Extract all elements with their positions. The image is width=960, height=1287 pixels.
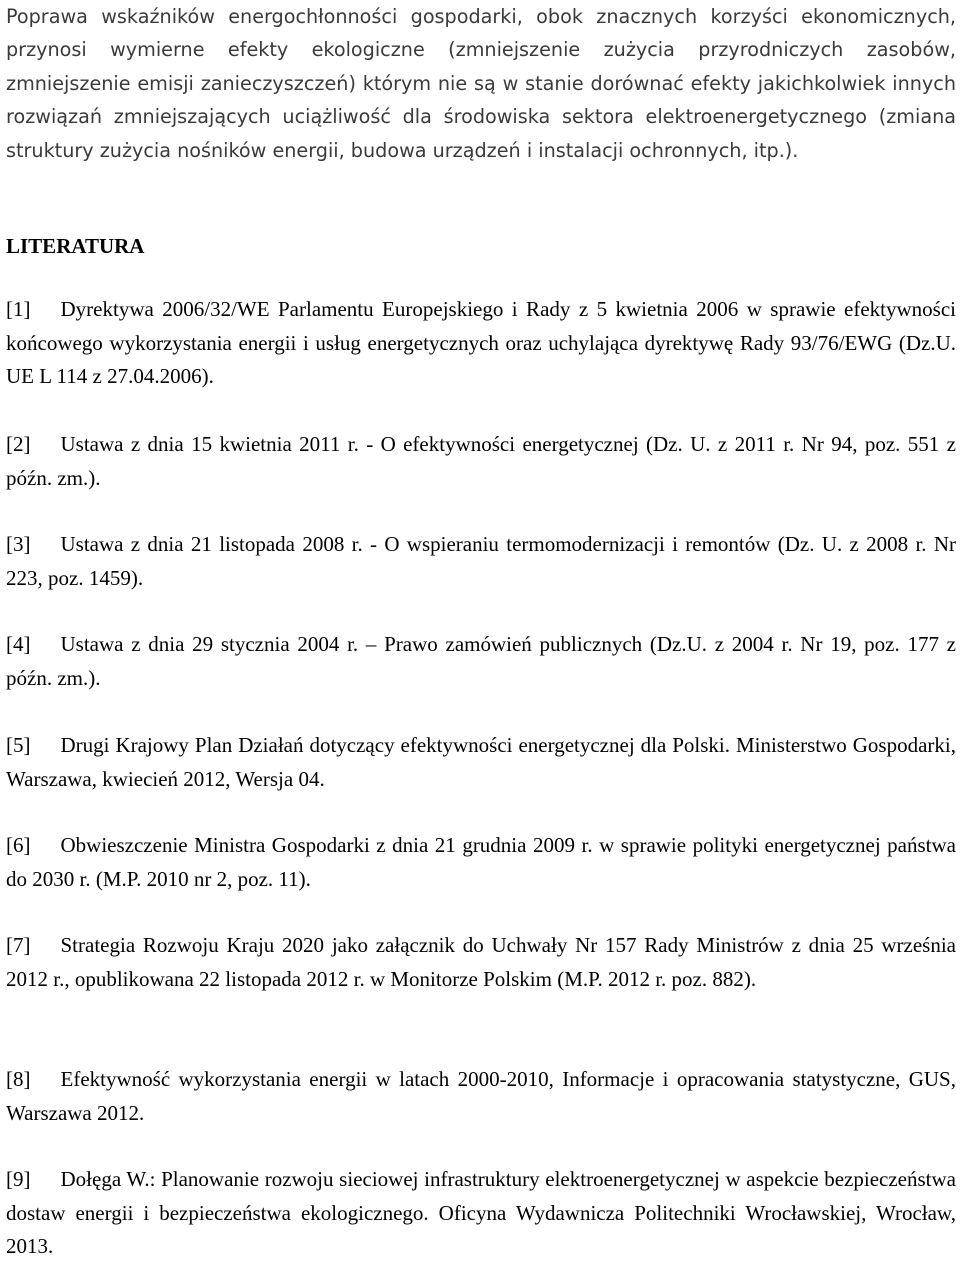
reference-item (6, 729, 956, 796)
reference-item (6, 428, 956, 495)
intro-paragraph: Poprawa wskaźników energochłonności gospodarki, obok znacznych korzyści ekonomicznych, przynosi wymierne efekty ekologiczne (zmniejszenie zużycia przyrodniczych zasobów, zmniejszenie emisji zanieczyszczeń) którym nie są w stanie dorównać efekty jakichkolwiek innych rozwiązań zmniejszających uciążliwość dla środowiska sektora elektroenergetycznego (zmiana struktury zużycia nośników energii, budowa urządzeń i instalacji ochronnych, itp.). (6, 5, 956, 162)
reference-text: Dołęga W.: Planowanie rozwoju sieciowej infrastruktury elektroenergetycznej w aspekcie bezpieczeństwa dostaw energii i bezpieczeństwa ekologicznego. Oficyna Wydawnicza Politechniki Wrocławskiej, Wrocław, 2013. (6, 1167, 956, 1259)
reference-number: [8] (6, 1067, 31, 1091)
reference-item (6, 528, 956, 595)
reference-item (6, 628, 956, 695)
reference-item (6, 929, 956, 996)
reference-text: Ustawa z dnia 29 stycznia 2004 r. – Prawo zamówień publicznych (Dz.U. z 2004 r. Nr 19, poz. 177 z późn. zm.). (6, 632, 956, 690)
references-heading: LITERATURA (6, 234, 145, 258)
reference-text: Strategia Rozwoju Kraju 2020 jako załącznik do Uchwały Nr 157 Rady Ministrów z dnia 25 września 2012 r., opublikowana 22 listopada 2012 r. w Monitorze Polskim (M.P. 2012 r. poz. 882). (6, 933, 956, 991)
reference-text: Drugi Krajowy Plan Działań dotyczący efektywności energetycznej dla Polski. Ministerstwo Gospodarki, Warszawa, kwiecień 2012, Wersja 04. (6, 733, 956, 791)
reference-number: [2] (6, 432, 31, 456)
reference-text: Dyrektywa 2006/32/WE Parlamentu Europejskiego i Rady z 5 kwietnia 2006 w sprawie efektywności końcowego wykorzystania energii i usług energetycznych oraz uchylająca dyrektywę Rady 93/76/EWG (Dz.U. UE L 114 z 27.04.2006). (6, 297, 956, 389)
reference-text: Efektywność wykorzystania energii w latach 2000-2010, Informacje i opracowania statystyczne, GUS, Warszawa 2012. (6, 1067, 956, 1125)
reference-number: [9] (6, 1167, 31, 1191)
reference-number: [1] (6, 297, 31, 321)
reference-number: [3] (6, 532, 31, 556)
reference-number: [7] (6, 933, 31, 957)
reference-number: [4] (6, 632, 31, 656)
reference-text: Obwieszczenie Ministra Gospodarki z dnia 21 grudnia 2009 r. w sprawie polityki energetycznej państwa do 2030 r. (M.P. 2010 nr 2, poz. 11). (6, 833, 956, 891)
reference-number: [6] (6, 833, 31, 857)
reference-item (6, 1063, 956, 1130)
reference-text: Ustawa z dnia 15 kwietnia 2011 r. - O efektywności energetycznej (Dz. U. z 2011 r. Nr 94, poz. 551 z późn. zm.). (6, 432, 956, 490)
reference-number: [5] (6, 733, 31, 757)
reference-item (6, 293, 956, 394)
reference-item (6, 1163, 956, 1264)
reference-item (6, 829, 956, 896)
reference-text: Ustawa z dnia 21 listopada 2008 r. - O wspieraniu termomodernizacji i remontów (Dz. U. z 2008 r. Nr 223, poz. 1459). (6, 532, 956, 590)
document-page (6, 0, 956, 1259)
